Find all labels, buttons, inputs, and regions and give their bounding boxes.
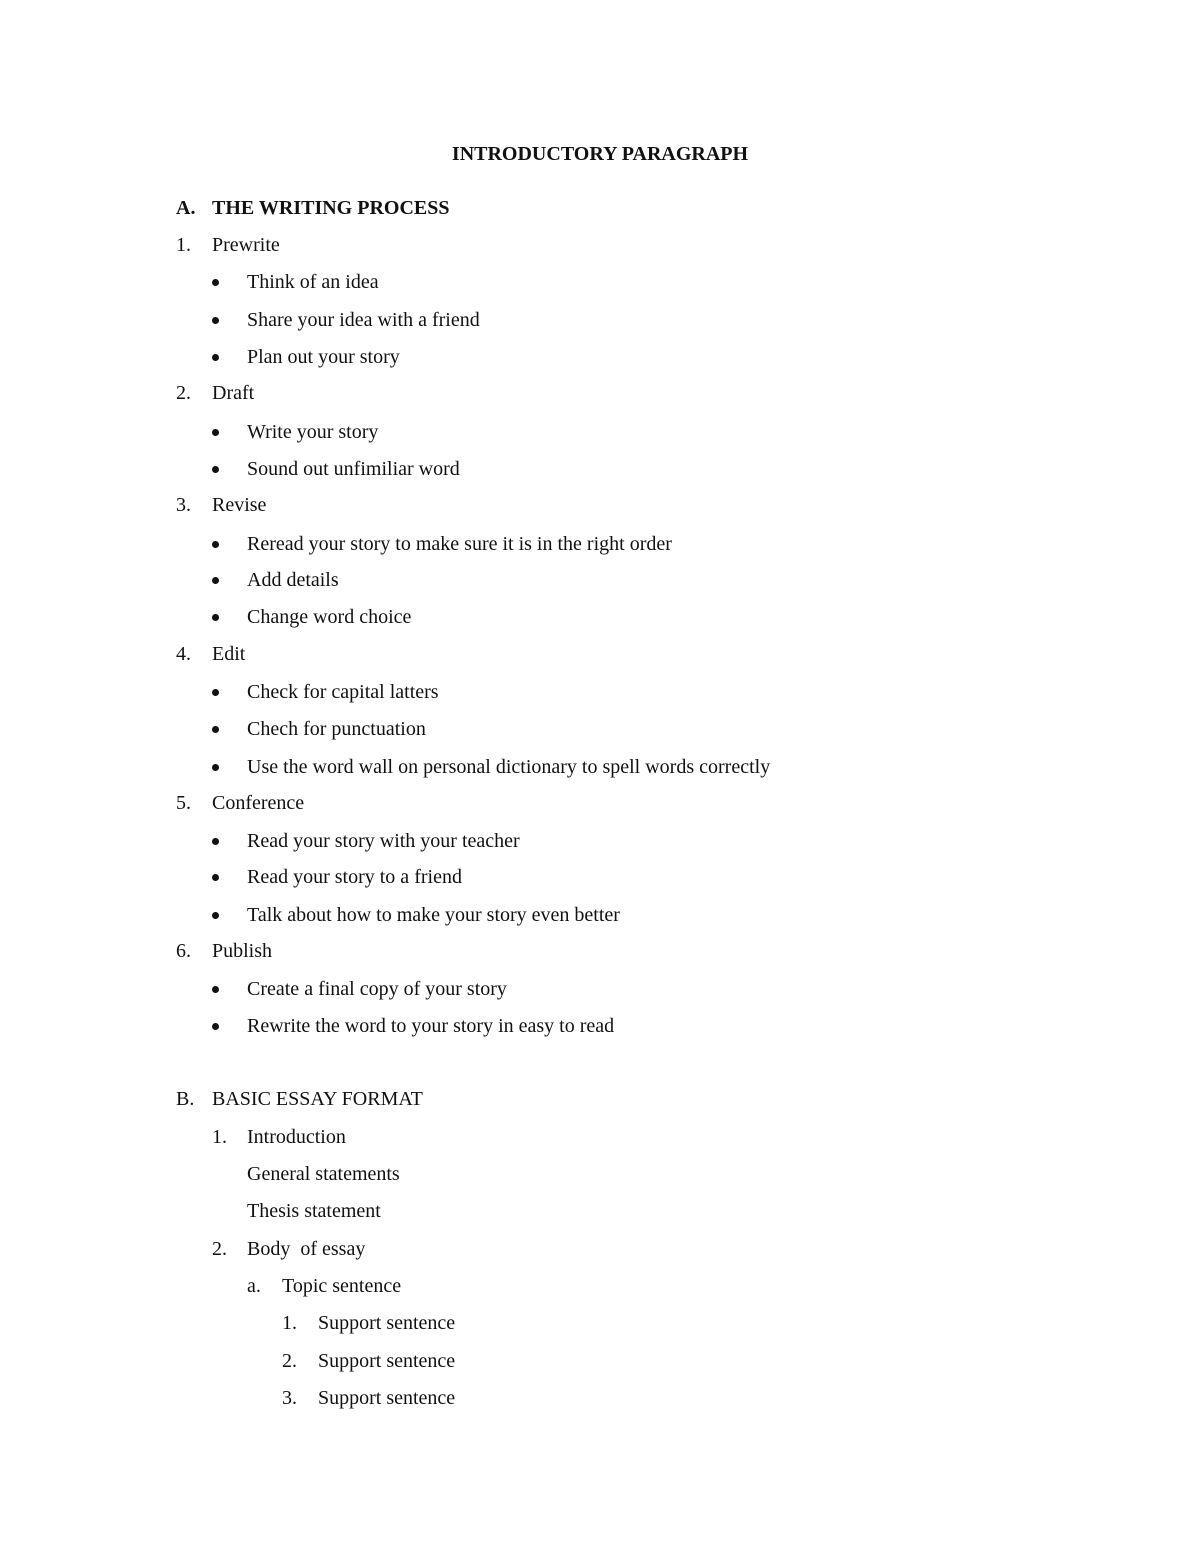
bullet-item: Create a final copy of your story bbox=[247, 978, 507, 1000]
bullet-item: Read your story to a friend bbox=[247, 866, 462, 888]
topic-label: Topic sentence bbox=[282, 1275, 402, 1297]
bullet-icon bbox=[212, 986, 219, 993]
bullet-icon bbox=[212, 541, 219, 548]
bullet-item: Chech for punctuation bbox=[247, 718, 426, 740]
format-line: Thesis statement bbox=[247, 1200, 381, 1222]
bullet-item: Talk about how to make your story even better bbox=[247, 904, 620, 926]
bullet-icon bbox=[212, 726, 219, 733]
bullet-item: Sound out unfimiliar word bbox=[247, 458, 460, 480]
step-number: 1. bbox=[176, 234, 191, 256]
bullet-item: Write your story bbox=[247, 421, 379, 443]
support-number: 3. bbox=[282, 1387, 297, 1409]
step-label: Edit bbox=[212, 643, 246, 665]
bullet-icon bbox=[212, 764, 219, 771]
step-label: Conference bbox=[212, 792, 305, 814]
bullet-item: Plan out your story bbox=[247, 346, 400, 368]
support-label: Support sentence bbox=[318, 1350, 456, 1372]
section-a-heading: THE WRITING PROCESS bbox=[212, 197, 450, 219]
page-title: INTRODUCTORY PARAGRAPH bbox=[451, 143, 749, 165]
format-label: Introduction bbox=[247, 1126, 346, 1148]
step-label: Prewrite bbox=[212, 234, 280, 256]
step-label: Draft bbox=[212, 382, 255, 404]
bullet-item: Use the word wall on personal dictionary to spell words correctly bbox=[247, 756, 771, 778]
bullet-item: Reread your story to make sure it is in the right order bbox=[247, 533, 672, 555]
support-number: 1. bbox=[282, 1312, 297, 1334]
format-label: Body of essay bbox=[247, 1238, 366, 1260]
step-number: 6. bbox=[176, 940, 191, 962]
section-b-marker: B. bbox=[176, 1088, 195, 1110]
section-a-marker: A. bbox=[176, 197, 196, 219]
bullet-item: Change word choice bbox=[247, 606, 412, 628]
bullet-icon bbox=[212, 912, 219, 919]
bullet-icon bbox=[212, 614, 219, 621]
step-number: 3. bbox=[176, 494, 191, 516]
format-number: 2. bbox=[212, 1238, 227, 1260]
bullet-item: Share your idea with a friend bbox=[247, 309, 480, 331]
bullet-icon bbox=[212, 689, 219, 696]
bullet-item: Add details bbox=[247, 569, 339, 591]
bullet-item: Check for capital latters bbox=[247, 681, 439, 703]
step-label: Publish bbox=[212, 940, 273, 962]
bullet-icon bbox=[212, 279, 219, 286]
section-b-heading: BASIC ESSAY FORMAT bbox=[212, 1088, 423, 1110]
bullet-icon bbox=[212, 577, 219, 584]
format-number: 1. bbox=[212, 1126, 227, 1148]
bullet-icon bbox=[212, 354, 219, 361]
bullet-item: Read your story with your teacher bbox=[247, 830, 520, 852]
step-label: Revise bbox=[212, 494, 267, 516]
bullet-item: Rewrite the word to your story in easy to read bbox=[247, 1015, 615, 1037]
bullet-item: Think of an idea bbox=[247, 271, 379, 293]
bullet-icon bbox=[212, 429, 219, 436]
step-number: 2. bbox=[176, 382, 191, 404]
bullet-icon bbox=[212, 838, 219, 845]
support-number: 2. bbox=[282, 1350, 297, 1372]
step-number: 4. bbox=[176, 643, 191, 665]
topic-letter: a. bbox=[247, 1275, 261, 1297]
support-label: Support sentence bbox=[318, 1312, 456, 1334]
bullet-icon bbox=[212, 317, 219, 324]
support-label: Support sentence bbox=[318, 1387, 456, 1409]
bullet-icon bbox=[212, 466, 219, 473]
format-line: General statements bbox=[247, 1163, 400, 1185]
bullet-icon bbox=[212, 874, 219, 881]
bullet-icon bbox=[212, 1023, 219, 1030]
step-number: 5. bbox=[176, 792, 191, 814]
